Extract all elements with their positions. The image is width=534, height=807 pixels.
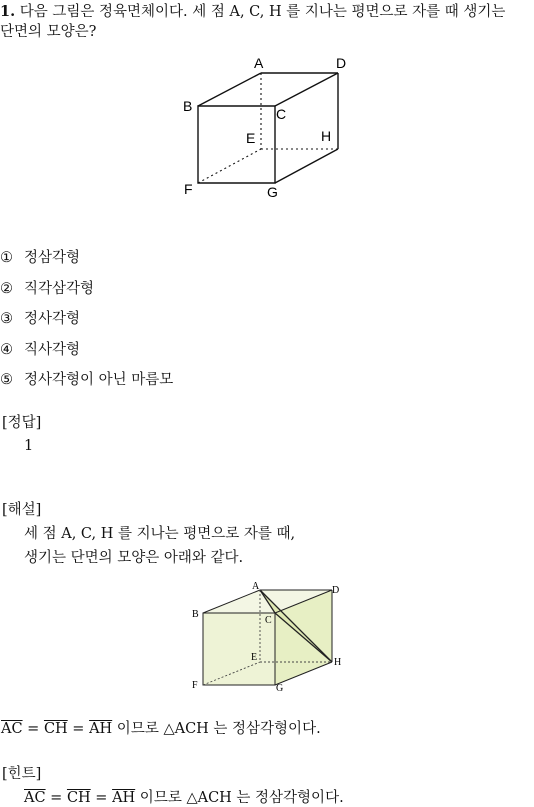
fig2-label-F: F (192, 680, 198, 691)
answer-value: 1 (24, 438, 34, 454)
choice-3-mark: ③ (0, 311, 13, 327)
conclusion-rest: 이므로 △ACH 는 정삼각형이다. (112, 721, 321, 737)
fig2-label-C: C (265, 615, 272, 626)
equals-sign: = (22, 721, 44, 737)
hint-segment-CH: $\overline{CH}$ (66, 790, 91, 806)
equals-sign: = (67, 721, 90, 737)
choice-5-text: 정사각형이 아닌 마름모 (24, 372, 174, 388)
segment-CH: $\overline{CH}$ (43, 721, 68, 737)
equals-sign: = (90, 790, 113, 806)
hint-heading: [힌트] (2, 766, 42, 782)
hint-conclusion (24, 786, 344, 807)
explanation-conclusion (1, 717, 321, 738)
choice-3[interactable] (0, 307, 80, 328)
cube-front-face (198, 106, 275, 183)
label-D: D (336, 55, 347, 71)
hint-conclusion-rest: 이므로 △ACH 는 정삼각형이다. (135, 790, 344, 806)
choice-2-text: 직각삼각형 (24, 281, 95, 297)
answer-heading: [정답] (2, 415, 42, 431)
equals-sign: = (45, 790, 67, 806)
label-B: B (183, 98, 193, 114)
cube-figure (180, 52, 355, 202)
segment-AH: $\overline{AH}$ (89, 721, 113, 737)
question-number: 1. (0, 3, 16, 20)
label-E: E (246, 130, 256, 146)
cube-section-figure (185, 580, 350, 695)
choice-4-mark: ④ (0, 342, 13, 358)
label-G: G (267, 184, 278, 200)
fig2-label-G: G (276, 683, 284, 694)
label-A: A (254, 55, 264, 71)
explanation-line-2: 생기는 단면의 모양은 아래와 같다. (24, 550, 244, 566)
choice-2[interactable] (0, 277, 94, 298)
fig2-label-B: B (192, 609, 199, 620)
label-H: H (321, 128, 332, 144)
explanation-heading: [해설] (2, 502, 42, 518)
choice-5[interactable] (0, 368, 173, 389)
explanation-line-1: 세 점 A, C, H 를 지나는 평면으로 자를 때, (24, 526, 296, 542)
question-line-1: 다음 그림은 정육면체이다. 세 점 A, C, H 를 지나는 평면으로 자를 때 생기는 (19, 4, 506, 20)
segment-AC: $\overline{AC}$ (1, 721, 23, 737)
hint-segment-AC: $\overline{AC}$ (24, 790, 46, 806)
choice-4-text: 직사각형 (24, 342, 81, 358)
label-F: F (184, 181, 193, 197)
choice-1-text: 정삼각형 (24, 250, 81, 266)
choice-5-mark: ⑤ (0, 372, 13, 388)
label-C: C (276, 106, 287, 122)
choice-2-mark: ② (0, 281, 13, 297)
choice-1[interactable] (0, 246, 80, 267)
question-text (0, 2, 505, 42)
fig2-label-H: H (334, 657, 342, 668)
question-line-2: 단면의 모양은? (0, 24, 97, 40)
hint-segment-AH: $\overline{AH}$ (112, 790, 136, 806)
choice-3-text: 정사각형 (24, 311, 81, 327)
fig2-label-E: E (251, 652, 258, 663)
fig2-label-A: A (252, 581, 260, 592)
fig2-label-D: D (332, 585, 340, 596)
choice-4[interactable] (0, 338, 80, 359)
choice-1-mark: ① (0, 250, 13, 266)
